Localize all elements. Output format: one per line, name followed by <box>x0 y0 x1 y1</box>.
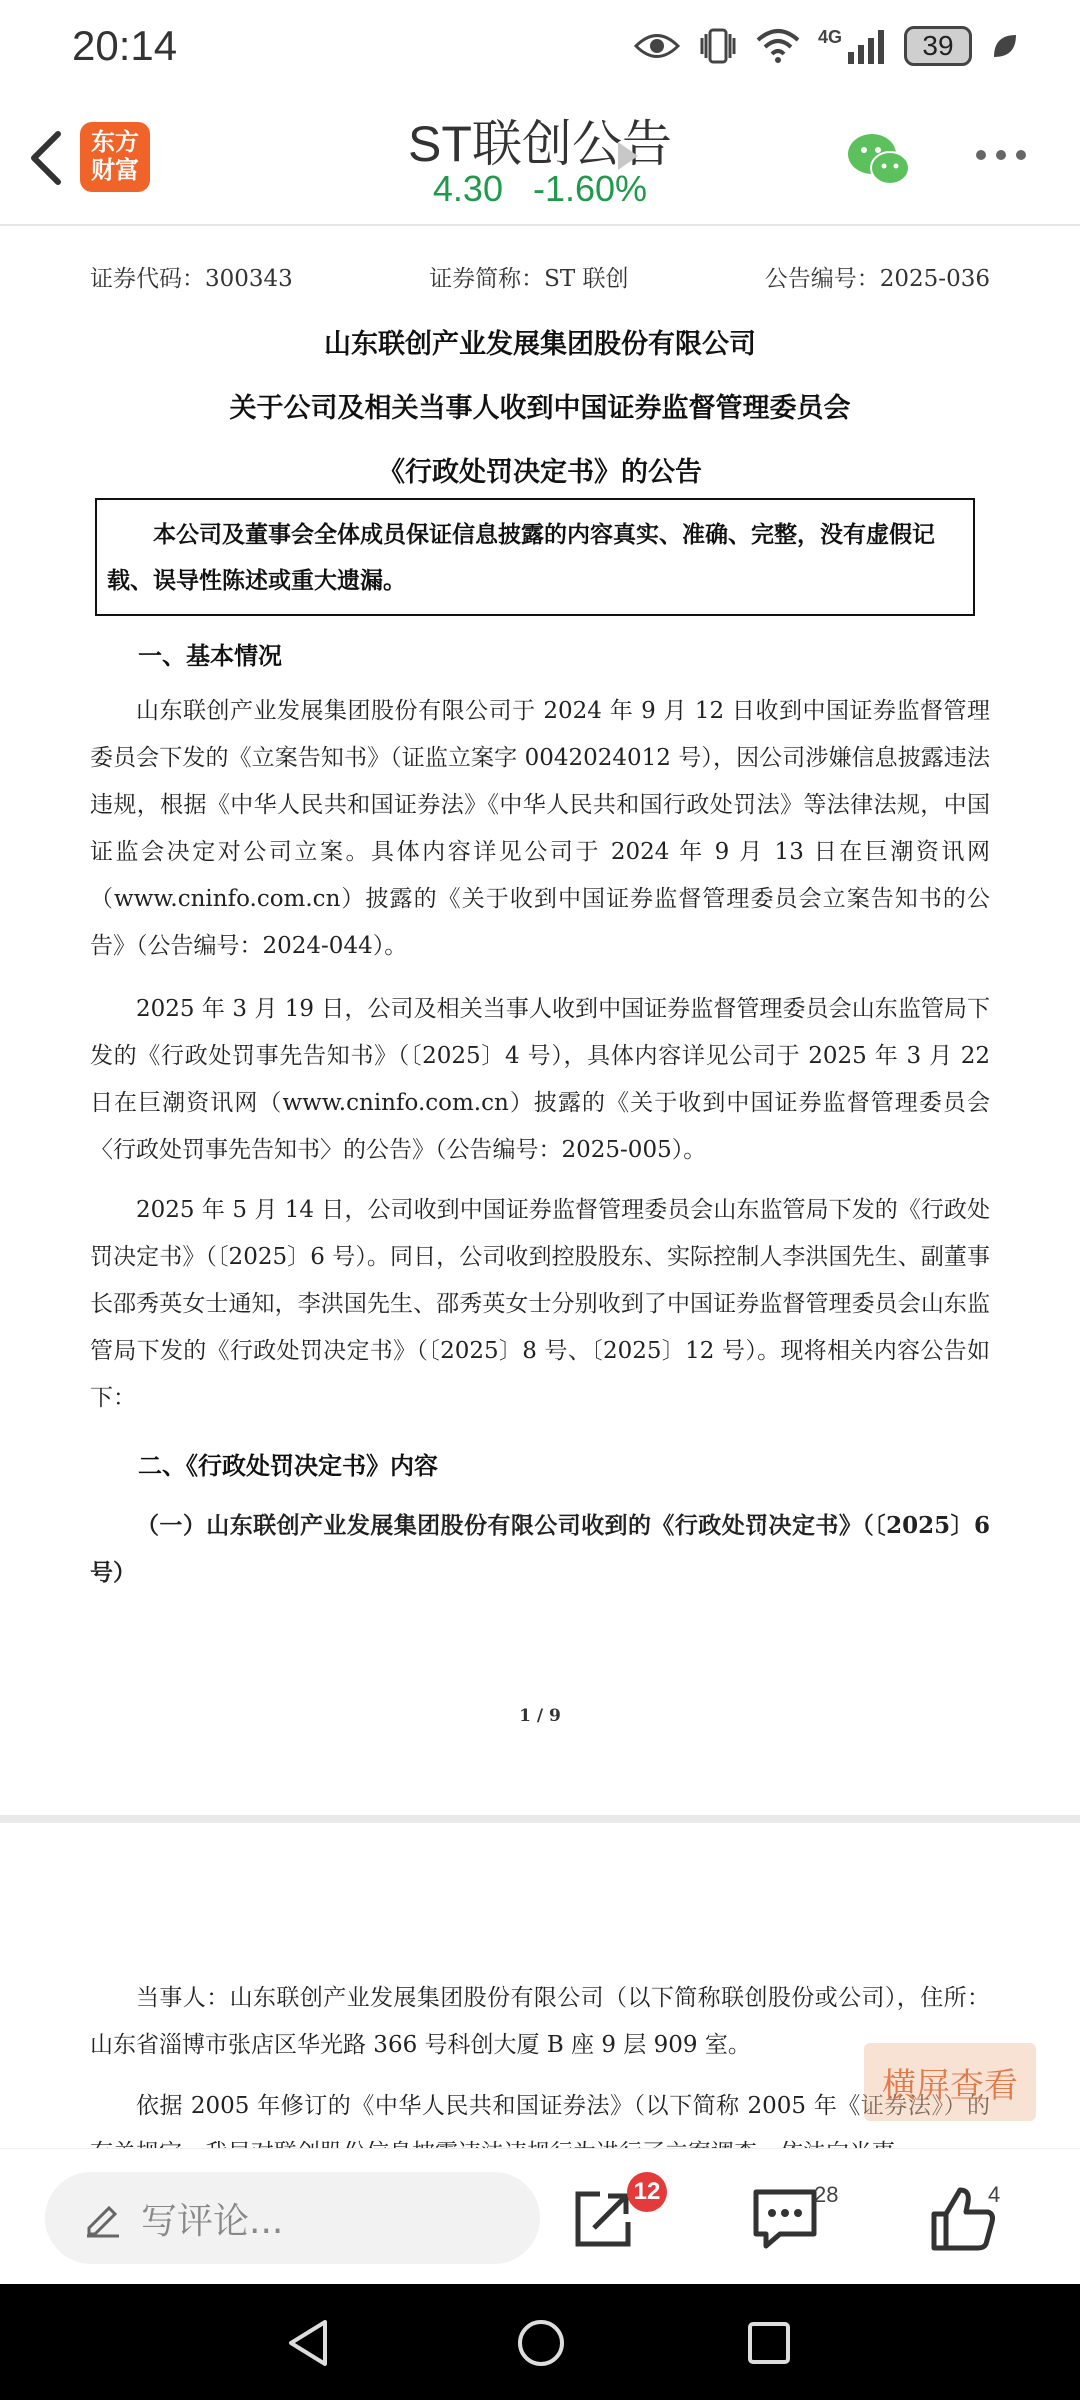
pencil-icon <box>83 2198 123 2238</box>
comment-icon[interactable] <box>750 2184 820 2254</box>
eye-icon <box>634 31 680 61</box>
logo-text-1: 东方 <box>91 128 139 156</box>
doc-title-line3: 《行政处罚决定书》的公告 <box>378 457 702 488</box>
stock-change: -1.60% <box>533 168 648 209</box>
header-divider <box>0 224 1080 226</box>
notice-box: 本公司及董事会全体成员保证信息披露的内容真实、准确、完整，没有虚假记载、误导性陈述或重大遗漏。 <box>95 498 975 616</box>
play-triangle-icon[interactable] <box>618 142 638 170</box>
system-nav-bar <box>0 2284 1080 2400</box>
subsection-heading-1: （一）山东联创产业发展集团股份有限公司收到的《行政处罚决定书》（〔2025〕6 号） <box>90 1512 990 1586</box>
landscape-view-button[interactable]: 横屏查看 <box>864 2043 1036 2121</box>
section-heading-1: 一、基本情况 <box>138 641 282 670</box>
wechat-share-icon[interactable] <box>846 130 910 190</box>
more-menu-icon[interactable] <box>976 150 1026 160</box>
document-meta <box>90 260 990 293</box>
comment-input[interactable] <box>45 2172 540 2264</box>
battery-icon: 39 <box>904 26 972 66</box>
leaf-icon <box>990 31 1020 61</box>
nav-home-icon[interactable] <box>515 2317 567 2369</box>
paragraph-1: 山东联创产业发展集团股份有限公司于 2024 年 9 月 12 日收到中国证券监督管理委员会下发的《立案告知书》（证监立案字 0042024012 号），因公司涉嫌信息披露违法违规，根据《中华人民共和国证券法》《中华人民共和国行政处罚法》等法律法规，中国证监会决定对公司立案。具体内容详见公司于 2024 年 9 月 13 日在巨潮资讯网（www.cninfo.com.cn）披露的《关于收到中国证券监督管理委员会立案告知书的公告》（公告编号：2024-044）。 <box>90 698 990 959</box>
status-bar <box>0 0 1080 100</box>
share-count-badge: 12 <box>627 2172 667 2212</box>
logo-text-2: 财富 <box>91 156 139 184</box>
doc-title-line1: 山东联创产业发展集团股份有限公司 <box>324 329 756 360</box>
announcement-number: 公告编号：2025-036 <box>764 266 990 292</box>
page-number: 1 / 9 <box>519 1706 561 1726</box>
vibrate-icon <box>698 26 738 66</box>
doc-title-line2: 关于公司及相关当事人收到中国证券监督管理委员会 <box>229 393 851 424</box>
page2-paragraph-2: 依据 2005 年修订的《中华人民共和国证券法》（以下简称 2005 年《证券法》）的 <box>136 2093 990 2119</box>
paragraph-3: 2025 年 5 月 14 日，公司收到中国证券监督管理委员会山东监管局下发的《行政处罚决定书》（〔2025〕6 号）。同日，公司收到控股股东、实际控制人李洪国先生、副董事长邵秀英女士通知，李洪国先生、邵秀英女士分别收到了中国证券监督管理委员会山东监管局下发的《行政处罚决定书》（〔2025〕8 号、〔2025〕12 号）。现将相关内容公告如下： <box>90 1197 990 1411</box>
paragraph-2: 2025 年 3 月 19 日，公司及相关当事人收到中国证券监督管理委员会山东监管局下发的《行政处罚事先告知书》（〔2025〕4 号），具体内容详见公司于 2025 年 3 月 22 日在巨潮资讯网（www.cninfo.com.cn）披露的《关于收到中国证券监督管理委员会〈行政处罚事先告知书〉的公告》（公告编号：2025-005）。 <box>90 996 990 1163</box>
nav-back-icon[interactable] <box>285 2318 331 2368</box>
nav-recents-icon[interactable] <box>746 2320 792 2366</box>
like-count: 4 <box>988 2182 1001 2207</box>
page-separator <box>0 1815 1080 1823</box>
status-time: 20:14 <box>72 22 178 69</box>
page2-paragraph-1: 当事人：山东联创产业发展集团股份有限公司（以下简称联创股份或公司），住所：山东省淄博市张店区华光路 366 号科创大厦 B 座 9 层 909 室。 <box>90 1985 990 2058</box>
signal-icon <box>846 28 886 64</box>
network-type: 4G <box>817 26 842 47</box>
section-heading-2: 二、《行政处罚决定书》内容 <box>138 1451 438 1480</box>
status-icons <box>634 26 1020 66</box>
page-title[interactable]: ST联创公告 <box>408 116 672 172</box>
app-header <box>0 100 1080 225</box>
stock-quote[interactable] <box>0 168 1080 210</box>
comment-placeholder: 写评论... <box>141 2200 284 2242</box>
security-code: 证券代码：300343 <box>90 266 293 292</box>
wifi-icon <box>756 28 800 64</box>
comment-count: 28 <box>814 2182 839 2207</box>
security-short-name: 证券简称：ST 联创 <box>429 266 629 292</box>
stock-price: 4.30 <box>432 168 503 209</box>
